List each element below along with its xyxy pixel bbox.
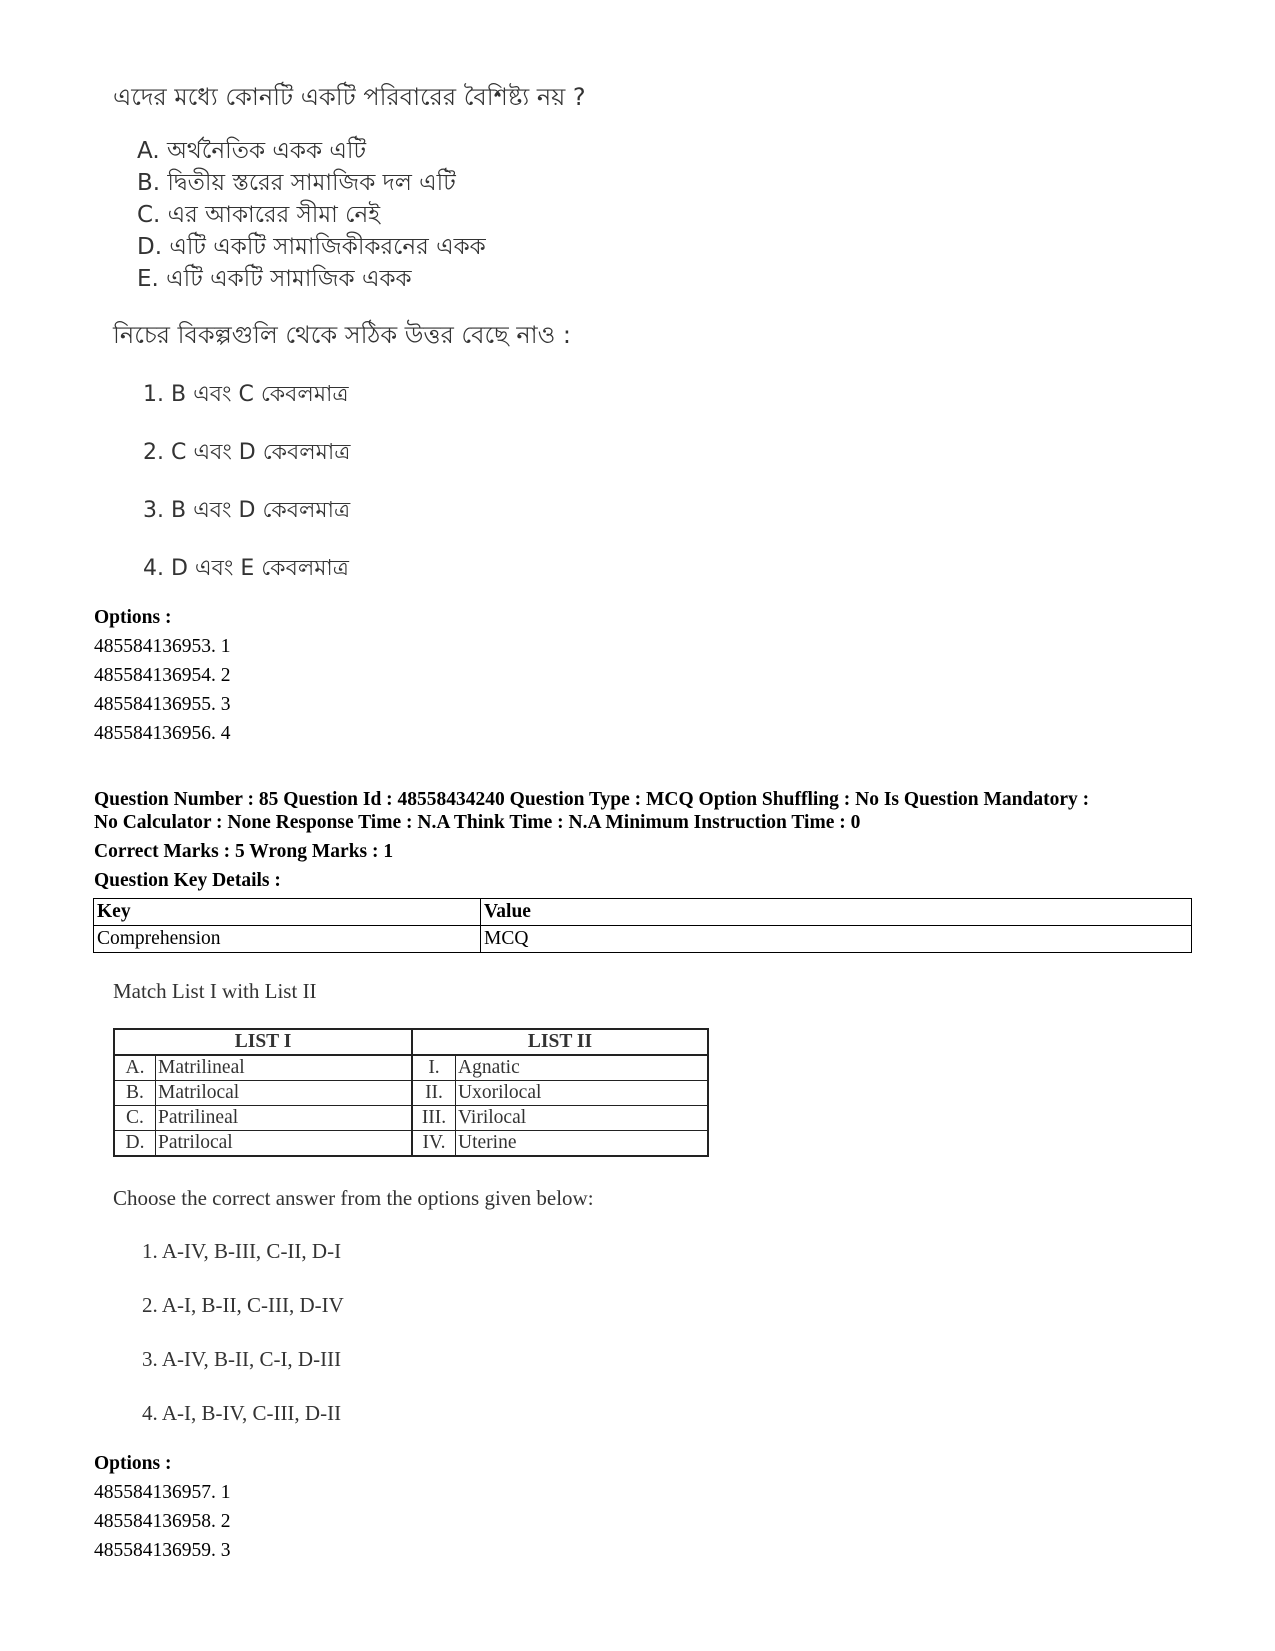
list2-value: Virilocal [456,1106,709,1131]
q85-meta-line2: No Calculator : None Response Time : N.A Think Time : N.A Minimum Instruction Time : 0 [94,812,861,833]
q85-choice-2: 2. A-I, B-II, C-III, D-IV [142,1293,344,1317]
value-cell: MCQ [481,926,1192,953]
q84-option-1: 485584136953. 1 [94,636,231,657]
list2-label: II. [412,1081,456,1106]
q85-meta-line1: Question Number : 85 Question Id : 48558434240 Question Type : MCQ Option Shuffling : No Is Question Mandatory : [94,789,1090,810]
q84-choice-3: 3. B এবং D কেবলমাত্র [143,498,351,523]
list2-header: LIST II [412,1029,708,1055]
q85-choice-1: 1. A-IV, B-III, C-II, D-I [142,1239,342,1263]
q85-key-details-label: Question Key Details : [94,870,281,891]
list1-value: Patrilineal [156,1106,413,1131]
q84-option-4: 485584136956. 4 [94,723,231,744]
list1-header: LIST I [114,1029,412,1055]
q85-options-label: Options : [94,1453,172,1474]
match-list-table [113,1028,709,1157]
list2-value: Uxorilocal [456,1081,709,1106]
q84-statement-a: A. অর্থনৈতিক একক এটি [137,138,366,164]
key-header: Key [94,899,481,926]
q85-option-2: 485584136958. 2 [94,1511,231,1532]
list1-label: C. [114,1106,156,1131]
q84-instruction: নিচের বিকল্পগুলি থেকে সঠিক উত্তর বেছে নাও : [113,321,572,349]
list1-label: D. [114,1131,156,1157]
q85-choice-3: 3. A-IV, B-II, C-I, D-III [142,1347,342,1371]
match-row [114,1131,708,1157]
q84-choice-2: 2. C এবং D কেবলমাত্র [143,440,351,465]
q84-option-2: 485584136954. 2 [94,665,231,686]
list1-value: Matrilocal [156,1081,413,1106]
value-header: Value [481,899,1192,926]
q85-key-table [93,898,1192,953]
match-row [114,1106,708,1131]
q85-instruction: Choose the correct answer from the options given below: [113,1186,594,1210]
key-table-header-row [94,899,1192,926]
list1-value: Matrilineal [156,1055,413,1081]
key-cell: Comprehension [94,926,481,953]
q84-choice-1: 1. B এবং C কেবলমাত্র [143,382,349,407]
list1-value: Patrilocal [156,1131,413,1157]
list1-label: A. [114,1055,156,1081]
q85-marks: Correct Marks : 5 Wrong Marks : 1 [94,841,394,862]
q84-statement-c: C. এর আকারের সীমা নেই [137,202,381,228]
match-row [114,1081,708,1106]
q84-statement-d: D. এটি একটি সামাজিকীকরনের একক [137,234,486,260]
q85-option-1: 485584136957. 1 [94,1482,231,1503]
q84-statement-e: E. এটি একটি সামাজিক একক [137,266,412,292]
q85-option-3: 485584136959. 3 [94,1540,231,1561]
match-header-row [114,1029,708,1055]
list2-label: III. [412,1106,456,1131]
list2-value: Uterine [456,1131,709,1157]
q84-statement-b: B. দ্বিতীয় স্তরের সামাজিক দল এটি [137,170,456,196]
key-table-row [94,926,1192,953]
q84-question-text: এদের মধ্যে কোনটি একটি পরিবারের বৈশিষ্ট্য নয় ? [113,83,586,111]
q85-question-text: Match List I with List II [113,979,317,1003]
list2-label: I. [412,1055,456,1081]
list2-value: Agnatic [456,1055,709,1081]
list1-label: B. [114,1081,156,1106]
q84-choice-4: 4. D এবং E কেবলমাত্র [143,556,349,581]
q84-option-3: 485584136955. 3 [94,694,231,715]
match-row [114,1055,708,1081]
q85-choice-4: 4. A-I, B-IV, C-III, D-II [142,1401,342,1425]
q84-options-label: Options : [94,607,172,628]
list2-label: IV. [412,1131,456,1157]
